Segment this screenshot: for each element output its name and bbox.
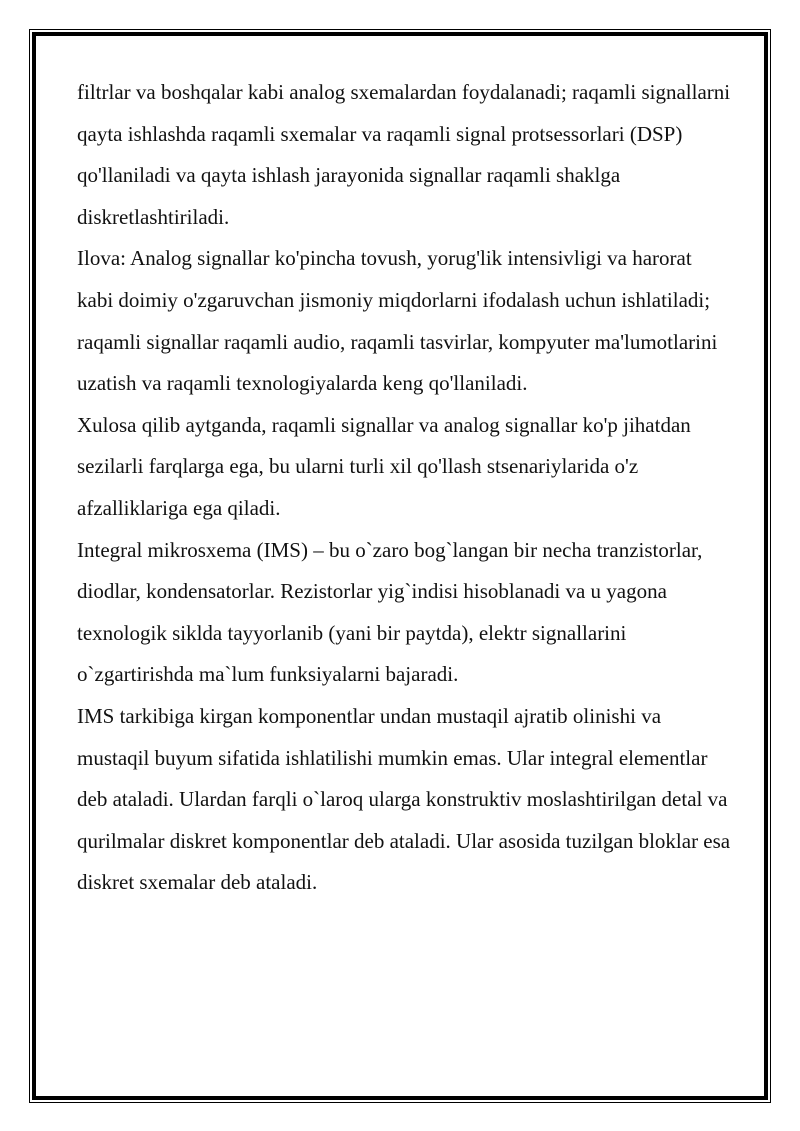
document-body bbox=[77, 72, 733, 904]
paragraph-application: Ilova: Analog signallar ko'pincha tovush, yorug'lik intensivligi va harorat kabi doimiy o'zgaruvchan jismoniy miqdorlarni ifodalash uchun ishlatiladi; raqamli signallar raqamli audio, raqamli tasvirlar, kompyuter ma'lumotlarini uzatish va raqamli texnologiyalarda keng qo'llaniladi. bbox=[77, 246, 718, 396]
paragraph-conclusion: Xulosa qilib aytganda, raqamli signallar va analog signallar ko'p jihatdan sezilarli farqlarga ega, bu ularni turli xil qo'llash stsenariylarida o'z afzalliklariga ega qiladi. bbox=[77, 412, 691, 520]
paragraph-ims-components: IMS tarkibiga kirgan komponentlar undan mustaqil ajratib olinishi va mustaqil buyum sifatida ishlatilishi mumkin emas. Ular integral elementlar deb ataladi. Ulardan farqli o`laroq ularga konstruktiv moslashtirilgan detal va qurilmalar diskret komponentlar deb ataladi. Ular asosida tuzilgan bloklar esa diskret sxemalar deb ataladi. bbox=[77, 703, 731, 895]
paragraph-signal-processing: filtrlar va boshqalar kabi analog sxemalardan foydalanadi; raqamli signallarni qayta ishlashda raqamli sxemalar va raqamli signal protsessorlari (DSP) qo'llaniladi va qayta ishlash jarayonida signallar raqamli shaklga diskretlashtiriladi. bbox=[77, 80, 731, 229]
paragraph-integrated-circuit: Integral mikrosxema (IMS) – bu o`zaro bog`langan bir necha tranzistorlar, diodlar, kondensatorlar. Rezistorlar yig`indisi hisoblanadi va u yagona texnologik siklda tayyorlanib (yani bir paytda), elektr signallarini o`zgartirishda ma`lum funksiyalarni bajaradi. bbox=[77, 537, 703, 687]
